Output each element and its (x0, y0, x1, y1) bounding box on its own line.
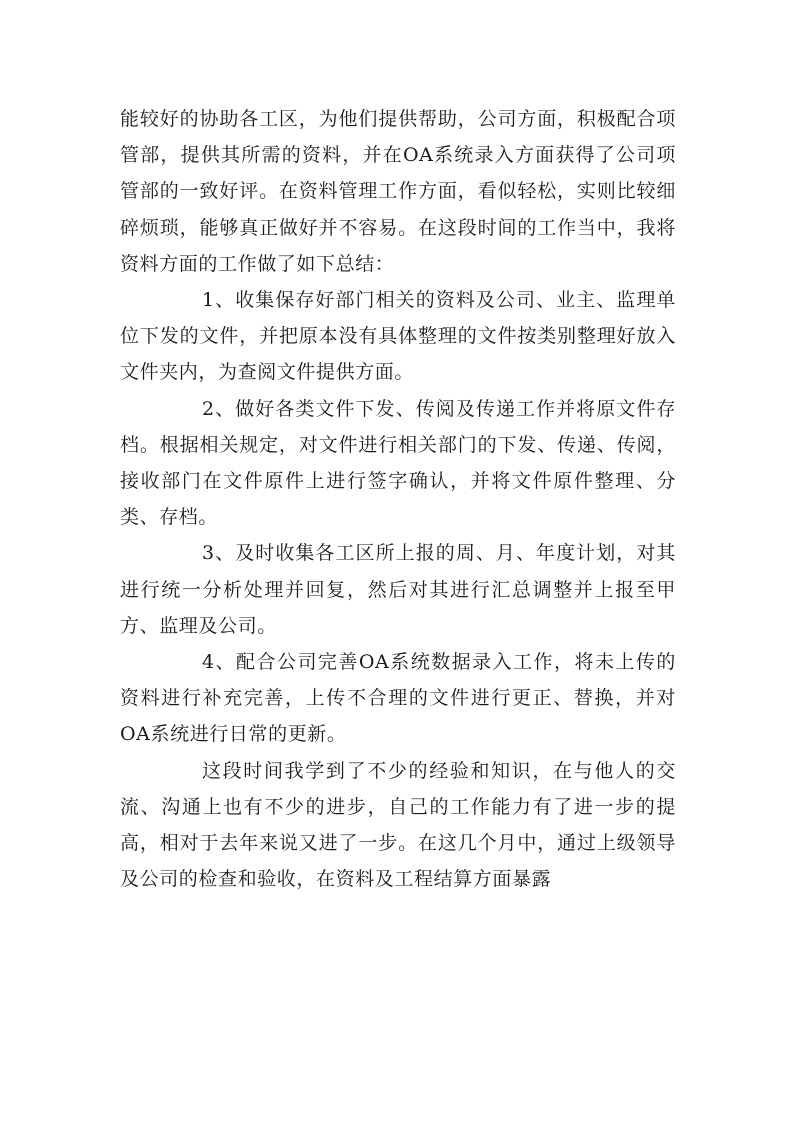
paragraph-2: 1、收集保存好部门相关的资料及公司、业主、监理单位下发的文件，并把原本没有具体整理的文件按类别整理好放入文件夹内，为查阅文件提供方面。 (120, 289, 676, 384)
paragraph-1: 能较好的协助各工区，为他们提供帮助，公司方面，积极配合项管部，提供其所需的资料，并在OA系统录入方面获得了公司项管部的一致好评。在资料管理工作方面，看似轻松，实则比较细碎烦琐，能够真正做好并不容易。在这段时间的工作当中，我将资料方面的工作做了如下总结： (120, 108, 676, 275)
body-text (120, 101, 676, 897)
paragraph-3: 2、做好各类文件下发、传阅及传递工作并将原文件存档。根据相关规定，对文件进行相关部门的下发、传递、传阅，接收部门在文件原件上进行签字确认，并将文件原件整理、分类、存档。 (120, 397, 676, 529)
paragraph-4: 3、及时收集各工区所上报的周、月、年度计划，对其进行统一分析处理并回复，然后对其进行汇总调整并上报至甲方、监理及公司。 (120, 542, 676, 637)
paragraph-6: 这段时间我学到了不少的经验和知识，在与他人的交流、沟通上也有不少的进步，自己的工作能力有了进一步的提高，相对于去年来说又进了一步。在这几个月中，通过上级领导及公司的检查和验收，在资料及工程结算方面暴露 (120, 759, 676, 891)
paragraph-5: 4、配合公司完善OA系统数据录入工作，将未上传的资料进行补充完善，上传不合理的文件进行更正、替换，并对OA系统进行日常的更新。 (120, 651, 676, 746)
